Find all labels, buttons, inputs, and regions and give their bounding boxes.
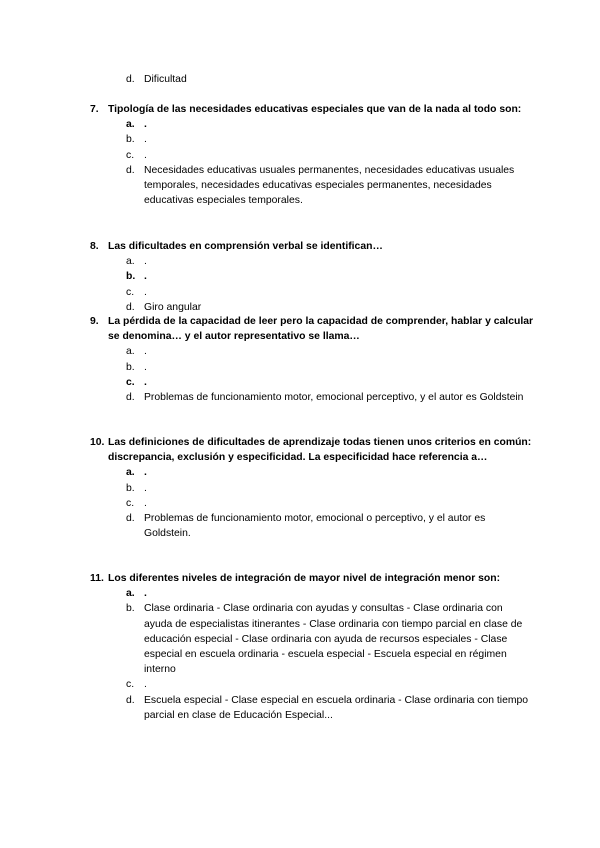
option-letter: a. xyxy=(126,467,135,479)
question-8 xyxy=(90,239,540,315)
top-option-block xyxy=(90,72,540,87)
option-letter: d. xyxy=(126,694,135,706)
option-text: . xyxy=(144,271,147,283)
list-item xyxy=(90,677,540,692)
question-heading xyxy=(90,571,540,586)
list-item xyxy=(90,344,540,359)
list-item xyxy=(90,586,540,601)
list-item xyxy=(90,465,540,480)
option-letter: a. xyxy=(126,119,135,131)
option-text: . xyxy=(144,588,147,600)
option-text: Dificultad xyxy=(144,74,187,85)
question-11 xyxy=(90,571,540,723)
question-7 xyxy=(90,102,540,208)
list-item xyxy=(90,148,540,163)
question-heading xyxy=(90,239,540,254)
list-item xyxy=(90,390,540,405)
question-text: Tipología de las necesidades educativas especiales que van de la nada al todo son: xyxy=(108,104,522,115)
option-letter: c. xyxy=(126,149,135,161)
list-item xyxy=(90,117,540,132)
option-letter: d. xyxy=(126,513,135,525)
option-text: . xyxy=(144,134,147,146)
option-letter: a. xyxy=(126,588,135,600)
option-text: Problemas de funcionamiento motor, emocional o perceptivo, y el autor es Goldstein. xyxy=(144,513,486,540)
question-number: 8. xyxy=(90,241,99,252)
question-heading xyxy=(90,435,540,465)
question-10 xyxy=(90,435,540,541)
list-item xyxy=(90,163,540,209)
list-item xyxy=(90,254,540,269)
list-item xyxy=(90,72,540,87)
list-item xyxy=(90,511,540,541)
option-text: Necesidades educativas usuales permanentes, necesidades educativas usuales temporales, necesidades educativas especiales permanentes, necesidades educativas especiales temporales. xyxy=(144,164,515,207)
question-number: 10. xyxy=(90,437,105,448)
option-letter: c. xyxy=(126,497,135,509)
option-text: . xyxy=(144,679,147,691)
option-letter: d. xyxy=(126,301,135,313)
option-letter: d. xyxy=(126,392,135,404)
option-list xyxy=(90,465,540,541)
option-text: Giro angular xyxy=(144,301,202,313)
option-text: . xyxy=(144,119,147,131)
option-letter: b. xyxy=(126,271,136,283)
question-heading xyxy=(90,102,540,117)
question-heading xyxy=(90,314,540,344)
list-item xyxy=(90,375,540,390)
option-letter: a. xyxy=(126,346,135,358)
question-number: 7. xyxy=(90,104,99,115)
option-text: Clase ordinaria - Clase ordinaria con ayudas y consultas - Clase ordinaria con ayuda de especialistas itinerantes - Clase ordinaria con tiempo parcial en clase de educación especial - Clase ordinaria con ayuda de recursos especiales - Clase especial en escuela ordinaria - escuela especial - Escuela especial en régimen interno xyxy=(144,603,523,676)
list-item xyxy=(90,285,540,300)
option-letter: b. xyxy=(126,134,135,146)
option-letter: c. xyxy=(126,376,135,388)
option-text: Escuela especial - Clase especial en escuela ordinaria - Clase ordinaria con tiempo parcial en clase de Educación Especial... xyxy=(144,694,529,721)
list-item xyxy=(90,132,540,147)
list-item xyxy=(90,693,540,723)
question-text: Los diferentes niveles de integración de mayor nivel de integración menor son: xyxy=(108,573,501,584)
option-letter: b. xyxy=(126,361,135,373)
list-item xyxy=(90,269,540,284)
list-item xyxy=(90,496,540,511)
option-letter: d. xyxy=(126,164,135,176)
option-text: . xyxy=(144,497,147,509)
option-list xyxy=(90,117,540,208)
list-item xyxy=(90,481,540,496)
option-text: . xyxy=(144,482,147,494)
question-number: 11. xyxy=(90,573,104,584)
option-letter: c. xyxy=(126,679,135,691)
option-list xyxy=(90,586,540,723)
option-letter: b. xyxy=(126,603,135,615)
question-text: Las definiciones de dificultades de aprendizaje todas tienen unos criterios en común: discrepancia, exclusión y especificidad. La especificidad hace referencia a… xyxy=(108,437,532,464)
question-number: 9. xyxy=(90,316,99,327)
option-text: . xyxy=(144,376,147,388)
option-letter: b. xyxy=(126,482,135,494)
question-text: La pérdida de la capacidad de leer pero la capacidad de comprender, hablar y calcular se denomina… y el autor representativo se llama… xyxy=(108,316,534,343)
option-text: . xyxy=(144,361,147,373)
list-item xyxy=(90,360,540,375)
list-item xyxy=(90,300,540,315)
option-letter: a. xyxy=(126,256,135,268)
option-text: . xyxy=(144,149,147,161)
option-letter: c. xyxy=(126,286,135,298)
option-text: . xyxy=(144,256,147,268)
option-letter: d. xyxy=(126,74,135,85)
option-list xyxy=(90,344,540,405)
question-text: Las dificultades en comprensión verbal se identifican… xyxy=(108,241,383,252)
question-9 xyxy=(90,314,540,405)
option-text: . xyxy=(144,346,147,358)
option-text: . xyxy=(144,467,147,479)
option-text: Problemas de funcionamiento motor, emocional perceptivo, y el autor es Goldstein xyxy=(144,392,524,404)
list-item xyxy=(90,601,540,677)
option-list xyxy=(90,254,540,315)
option-text: . xyxy=(144,286,147,298)
